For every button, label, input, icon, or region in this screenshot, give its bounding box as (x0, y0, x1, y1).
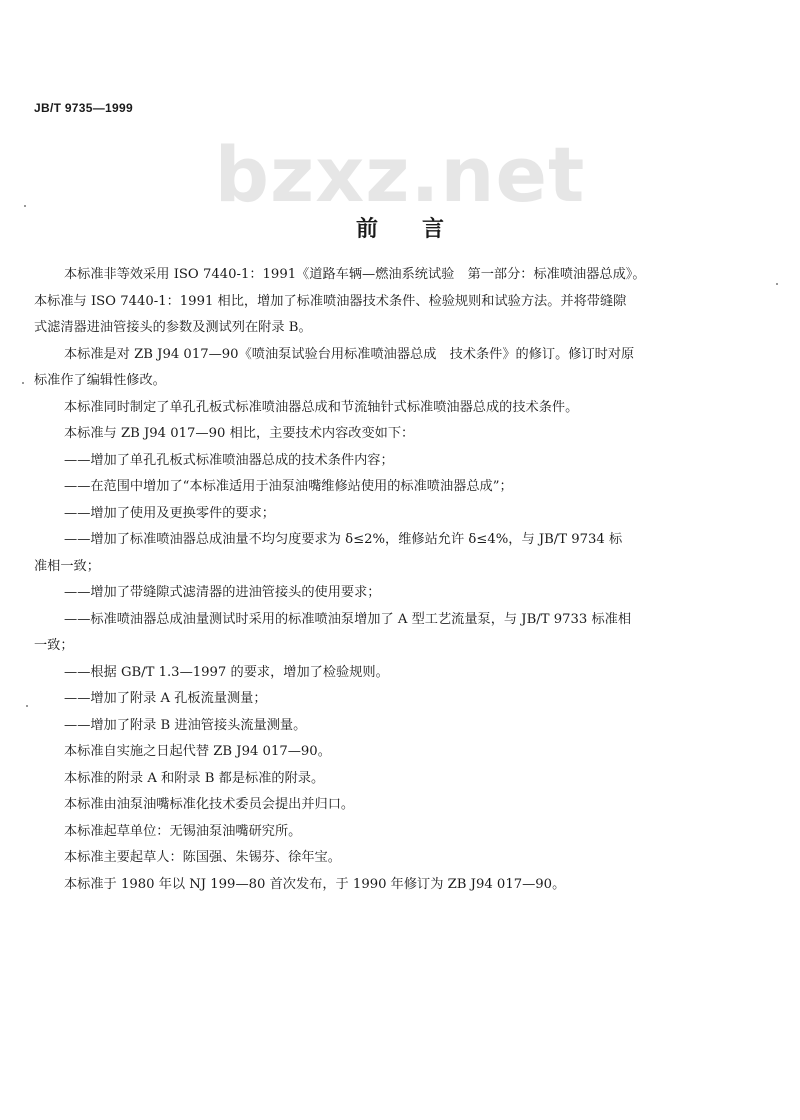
text-line: 式滤清器进油管接头的参数及测试列在附录 B。 (34, 320, 312, 335)
text-line: 标准作了编辑性修改。 (34, 373, 166, 388)
text-line: ——增加了单孔孔板式标准喷油器总成的技术条件内容； (64, 452, 394, 468)
scan-speck (776, 283, 778, 285)
text-line: 本标准是对 ZB J94 017—90《喷油泵试验台用标准喷油器总成 技术条件》的修订。修订时对原 (64, 346, 635, 362)
text-line: 一致； (34, 638, 74, 653)
page-title: 前言 (355, 217, 488, 242)
text-line: ——增加了带缝隙式滤清器的进油管接头的使用要求； (64, 585, 381, 600)
text-line: 本标准与 ZB J94 017—90 相比，主要技术内容改变如下： (64, 426, 415, 441)
text-line: 本标准起草单位：无锡油泵油嘴研究所。 (64, 823, 302, 839)
text-line: ——增加了使用及更换零件的要求； (64, 505, 275, 521)
text-line: ——增加了附录 A 孔板流量测量； (64, 691, 267, 706)
scan-speck (24, 205, 26, 207)
text-line: ——根据 GB/T 1.3—1997 的要求，增加了检验规则。 (64, 664, 389, 680)
text-line: ——标准喷油器总成油量测试时采用的标准喷油泵增加了 A 型工艺流量泵，与 JB/T 9733 标准相 (64, 611, 632, 627)
watermark: bzxz.net (214, 130, 586, 219)
text-line: ——增加了标准喷油器总成油量不均匀度要求为 δ≤2%，维修站允许 δ≤4%，与 JB/T 9734 标 (64, 532, 623, 547)
scan-speck (26, 705, 28, 707)
scan-speck (22, 382, 24, 384)
preface-body (34, 262, 786, 898)
text-line: 本标准与 ISO 7440-1：1991 相比，增加了标准喷油器技术条件、检验规则和试验方法。并将带缝隙 (34, 293, 627, 309)
text-line: 本标准主要起草人：陈国强、朱锡芬、徐年宝。 (64, 850, 341, 865)
text-line: 本标准自实施之日起代替 ZB J94 017—90。 (64, 744, 331, 759)
text-line: 本标准于 1980 年以 NJ 199—80 首次发布，于 1990 年修订为 ZB J94 017—90。 (64, 876, 566, 892)
text-line: 准相一致； (34, 558, 100, 574)
text-line: 本标准的附录 A 和附录 B 都是标准的附录。 (64, 770, 325, 786)
standard-code: JB/T 9735—1999 (34, 101, 133, 115)
text-line: ——增加了附录 B 进油管接头流量测量。 (64, 717, 307, 733)
text-line: 本标准非等效采用 ISO 7440-1：1991《道路车辆—燃油系统试验 第一部分：标准喷油器总成》。 (64, 267, 646, 282)
text-line: 本标准由油泵油嘴标准化技术委员会提出并归口。 (64, 797, 355, 812)
text-line: ——在范围中增加了“本标准适用于油泵油嘴维修站使用的标准喷油器总成”； (64, 479, 513, 494)
text-line: 本标准同时制定了单孔孔板式标准喷油器总成和节流轴针式标准喷油器总成的技术条件。 (64, 399, 579, 415)
